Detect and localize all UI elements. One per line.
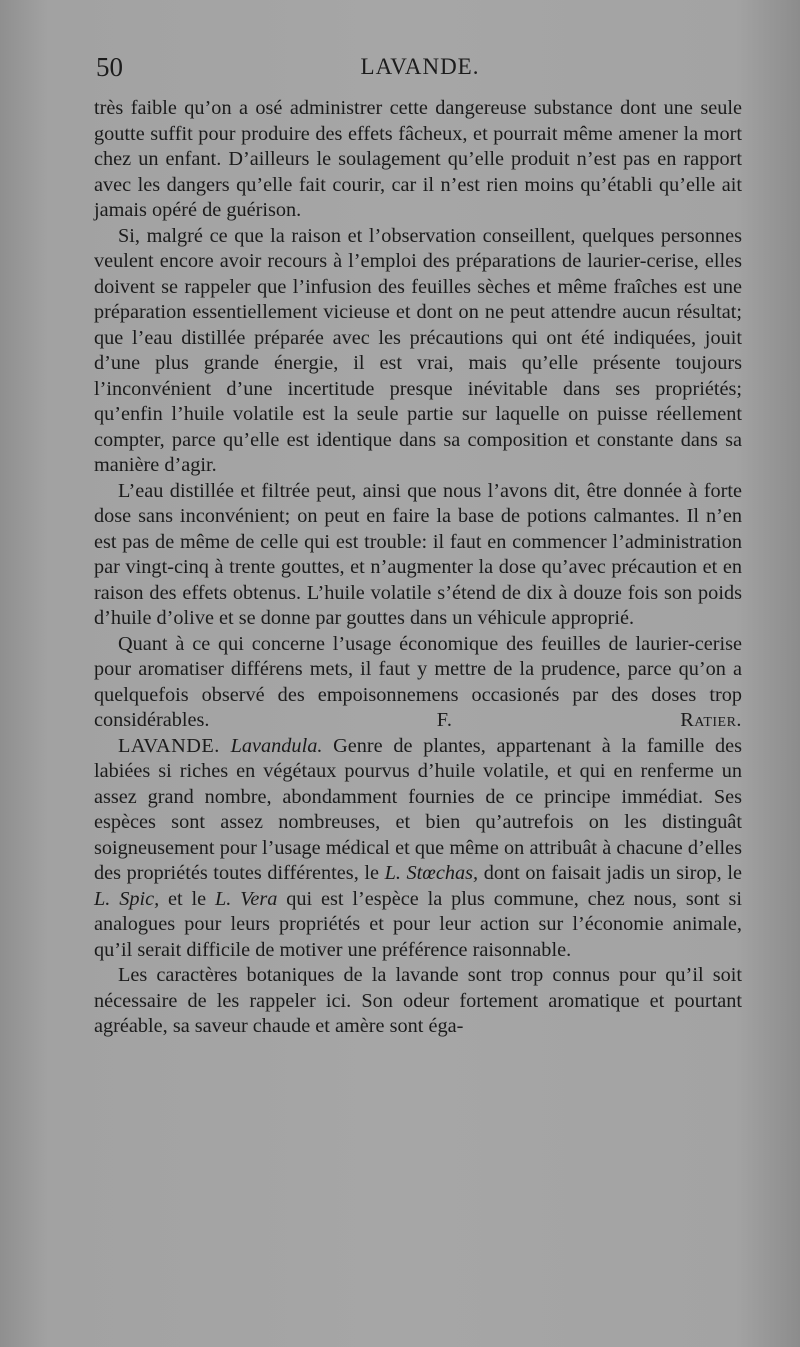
- species-spic: L. Spic,: [94, 887, 160, 910]
- paragraph-1: très faible qu’on a osé administrer cette dangereuse substance dont une seule goutte suffit pour produire des effets fâcheux, et pourrait même amener la mort chez un enfant. D’ailleurs le soulagement qu’elle produit n’est pas en rapport avec les dangers qu’elle fait courir, car il n’est rien moins qu’établi qu’elle ait jamais opéré de guérison.: [94, 97, 742, 221]
- page-header: [96, 52, 744, 92]
- running-head: LAVANDE.: [360, 54, 480, 79]
- paragraph-6: Les caractères botaniques de la lavande sont trop connus pour qu’il soit nécessaire de les rappeler ici. Son odeur fortement aromatique et pourtant agréable, sa saveur chaude et amère sont éga-: [94, 964, 742, 1037]
- paragraph-4-text: Quant à ce qui concerne l’usage économique des feuilles de laurier-cerise pour aromatiser différens mets, il faut y mettre de la prudence, parce qu’on a quelquefois observé des empoisonnemens occasionés par des doses trop considérables.: [94, 632, 742, 731]
- paragraph-5-text-b: dont on faisait jadis un sirop, le: [483, 862, 742, 884]
- paragraph-5-text-c: et le: [168, 887, 207, 910]
- paragraph-5-text-d: qui est l’espèce la plus commune, chez nous, sont si analogues pour leurs propriétés et pour leur action sur l’économie animale, qu’il serait difficile de motiver une préférence raisonnable.: [94, 887, 742, 961]
- entry-latin-name: Lavandula.: [230, 734, 323, 757]
- page-number: 50: [96, 52, 123, 82]
- paragraph-5: [94, 734, 742, 964]
- entry-term: LAVANDE.: [118, 734, 220, 757]
- paragraph-3: L’eau distillée et filtrée peut, ainsi que nous l’avons dit, être donnée à forte dose sans inconvénient; on peut en faire la base de potions calmantes. Il n’en est pas de même de celle qui est trouble: il faut en commencer l’administration par vingt-cinq à trente gouttes, et n’augmenter la dose qu’avec précaution et en raison des effets obtenus. L’huile volatile s’étend de dix à douze fois son poids d’huile d’olive et se donne par gouttes dans un véhicule approprié.: [94, 479, 742, 629]
- species-stoechas: L. Stœchas,: [384, 862, 479, 884]
- paragraph-2: Si, malgré ce que la raison et l’observation conseillent, quelques personnes veulent encore avoir recours à l’emploi des préparations de laurier-cerise, elles doivent se rappeler que l’infusion des feuilles sèches et même fraîches est une préparation essentiellement vicieuse et dont on ne peut attendre aucun résultat; que l’eau distillée préparée avec les précautions qui ont été indiquées, jouit d’une plus grande énergie, il est vrai, mais qu’elle présente toujours l’inconvénient d’une incertitude presque inévitable dans ses propriétés; qu’enfin l’huile volatile est la seule partie sur laquelle on puisse réellement compter, parce qu’elle est identique dans sa composition et constante dans sa manière d’agir.: [94, 224, 742, 476]
- paragraph-4: [94, 632, 742, 734]
- paragraph-5-text-a: Genre de plantes, appartenant à la famille des labiées si riches en végétaux pourvus d’huile volatile, et qui en renferme un assez grand nombre, abondamment fournies de ce principe immédiat. Ses espèces sont assez nombreuses, et bien qu’autrefois on les distinguât soigneusement pour l’usage médical et que même on attribuât à chacune d’elles des propriétés toutes différentes, le: [94, 734, 743, 884]
- species-vera: L. Vera: [215, 887, 278, 910]
- author-signature: F. Ratier.: [436, 709, 742, 731]
- body-text: [94, 96, 742, 1040]
